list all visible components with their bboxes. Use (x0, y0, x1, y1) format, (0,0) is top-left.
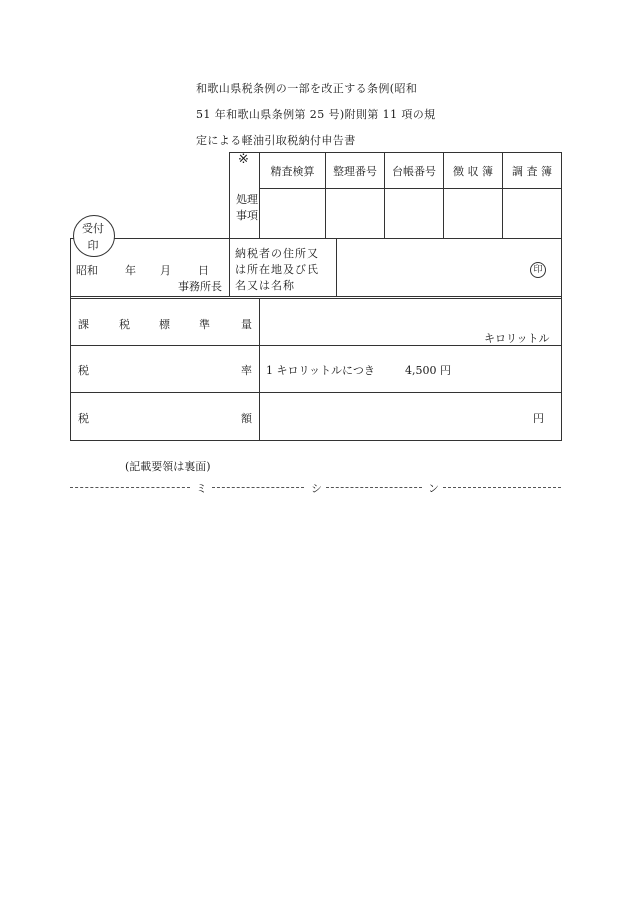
receipt-stamp-label-1: 受付 (82, 222, 104, 235)
perforation-char-n: ン (428, 482, 439, 495)
tax-base-label-1: 課 (78, 318, 89, 331)
taxpayer-label-2: は所在地及び氏 (235, 263, 319, 276)
tax-base-label-4: 準 (199, 318, 210, 331)
tax-amount-label-2: 額 (241, 412, 252, 425)
taxpayer-label-1: 納税者の住所又 (235, 247, 319, 260)
receipt-stamp-label-2: 印 (87, 239, 99, 252)
perforation-char-shi: シ (311, 482, 322, 495)
form-title-line-3: 定による軽油引取税納付申告書 (196, 134, 356, 147)
tax-amount-unit: 円 (533, 412, 544, 425)
office-cell-survey-book[interactable] (503, 189, 561, 238)
office-column-survey-book: 調 査 簿 (512, 165, 552, 178)
taxpayer-entry-field[interactable] (337, 239, 561, 296)
office-column-verification: 精査検算 (270, 165, 315, 178)
office-cell-reference-number[interactable] (326, 189, 384, 238)
tax-amount-label-1: 税 (78, 412, 89, 425)
taxpayer-label-3: 名又は名称 (235, 279, 295, 292)
office-cell-verification[interactable] (260, 189, 325, 238)
tax-rate-value-amount: 4,500 円 (405, 364, 451, 377)
date-era: 昭和 (76, 264, 98, 277)
form-title-line-2: 51 年和歌山県条例第 25 号)附則第 11 項の規 (196, 108, 436, 121)
tax-rate-value-prefix: 1 キロリットルにつき (266, 364, 375, 377)
office-use-mark: ※ (238, 152, 249, 167)
office-column-reference-number: 整理番号 (333, 165, 377, 178)
instructions-note: (記載要領は裏面) (125, 460, 211, 473)
taxpayer-seal-mark: 印 (530, 262, 546, 278)
tax-amount-entry-field[interactable] (260, 393, 561, 440)
tax-base-label-5: 量 (241, 318, 252, 331)
office-head-label: 事務所長 (178, 280, 222, 293)
office-processing-label-1: 処理 (236, 193, 258, 206)
tax-base-unit: キロリットル (484, 332, 550, 345)
date-month-label: 月 (160, 264, 171, 277)
office-column-ledger-number: 台帳番号 (392, 165, 436, 178)
tax-rate-label-2: 率 (241, 364, 252, 377)
form-title-line-1: 和歌山県税条例の一部を改正する条例(昭和 (196, 82, 418, 95)
office-processing-label-2: 事項 (236, 209, 258, 222)
office-column-collection-book: 徴 収 簿 (453, 165, 493, 178)
date-day-label: 日 (198, 264, 209, 277)
tax-base-label-3: 標 (159, 318, 170, 331)
tax-rate-label-1: 税 (78, 364, 89, 377)
office-cell-ledger-number[interactable] (385, 189, 443, 238)
date-year-label: 年 (125, 264, 136, 277)
tax-base-label-2: 税 (119, 318, 130, 331)
office-cell-collection-book[interactable] (444, 189, 502, 238)
perforation-char-mi: ミ (196, 482, 207, 495)
